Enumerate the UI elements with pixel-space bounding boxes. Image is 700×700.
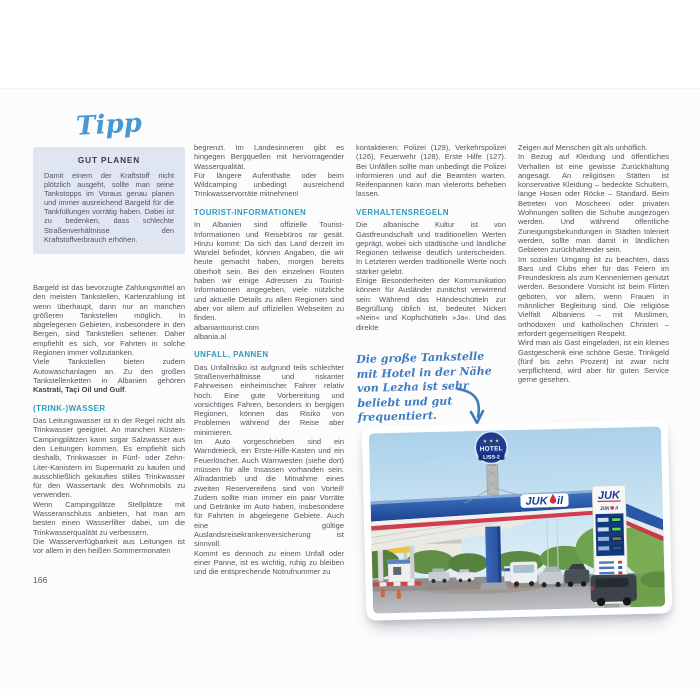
paragraph — [33, 357, 185, 394]
totem-brand: JUK — [597, 489, 621, 503]
paragraph: Das Unfallrisiko ist aufgrund teils schlechter Straßenverhältnisse und riskanter Fahrweisen einheimischer Fahrer relativ hoch. Eine gute Vorbereitung und vorsichtiges Fahren, besonders in bergigen Regionen, können das Risiko von Problemen während der Reise aber minimieren. — [194, 362, 344, 437]
paragraph: In Bezug auf Kleidung und öffentliches Verhalten ist eine gewisse Zurückhaltung angesagt. An religiösen Stätten ist konservative Kleidung – bedeckte Schultern, lange Hosen oder Röcke – Standard. Beim Betreten von Moscheen oder privaten Wohnungen sollten die Schuhe ausgezogen werden. Und während öffentliche Zuneigungsbekundungen in Städten toleriert werden, sollte man damit in ländlichen Gebieten zurückhaltender sein. — [518, 152, 669, 255]
paragraph: Kommt es dennoch zu einem Unfall oder einer Panne, ist es wichtig, ruhig zu bleiben und die entsprechende Notrufnummer zu — [194, 548, 344, 577]
paragraph: begrenzt. Im Landesinneren gibt es hingegen Bergquellen mit hervorragender Wasserqualität. — [194, 143, 344, 171]
text-column-2 — [194, 143, 344, 576]
totem-sub-brand-right: il — [615, 505, 619, 512]
page-number: 166 — [33, 575, 48, 585]
paragraph: Die albanische Kultur ist von Gastfreundschaft und traditionellen Werten geprägt, wobei sich städtische und ländliche Regionen teilweise deutlich unterscheiden. In Letzteren werden traditionelle Werte noch stärker gelebt. — [356, 220, 506, 276]
gas-station-scene — [369, 426, 665, 613]
section-heading-verhaltensregeln: VERHALTENSREGELN — [356, 207, 449, 217]
paragraph: Im sozialen Umgang ist zu beachten, dass Bars und Clubs eher für das Feiern im Freundeskreis als zum Kennenlernen genutzt werden. Besondere Vorsicht ist beim Flirten geboten, vor allem, wenn Frauen in männlicher Begleitung sind. Die religiöse Vielfalt Albaniens – mit Muslimen, orthodoxen und katholischen Christen – erfordert gegenseitigen Respekt. — [518, 254, 669, 338]
photo-image — [369, 426, 665, 613]
gas-station-photo — [362, 419, 673, 620]
text-run: . — [124, 385, 127, 395]
totem-sub-brand-left: JUK — [599, 505, 610, 512]
text-column-3 — [356, 143, 506, 332]
hotel-name: HOTEL — [479, 445, 503, 453]
website-line: albania.al — [194, 331, 227, 341]
canopy-brand-logo — [520, 493, 568, 508]
section-heading-tourist-informationen: TOURIST-INFORMATIONEN — [194, 207, 307, 217]
tip-box — [33, 147, 185, 254]
paragraph: kontaktieren: Polizei (129), Verkehrspolizei (126), Feuerwehr (128), Erste Hilfe (127). Bei Unfällen sollte man unbedingt die Polizei informieren und auf die Beamten warten. Reifenpannen kann man vielerorts beheben lassen. — [356, 143, 506, 199]
tip-box-body: Damit einem der Kraftstoff nicht plötzlich ausgeht, sollte man seine Tankstopps im Voraus genau planen und immer ausreichend Bargeld für die Tankfüllungen vorrätig haben. Dabei ist zu bedenken, dass schlechte Straßenverhältnisse den Kraftstoffverbrauch erhöhen. — [44, 171, 174, 244]
tip-box-title: GUT PLANEN — [77, 156, 141, 165]
paragraph: Die Wasserverfügbarkeit aus Leitungen ist vor allem in den heißen Sommermonaten — [33, 536, 185, 556]
tip-script-title: Tipp — [75, 108, 143, 142]
paragraph: Im Auto vorgeschrieben sind ein Warndreieck, ein Erste-Hilfe-Kasten und ein Feuerlöscher. Auch Warnwesten (siehe dort) müssen für alle Insassen vorhanden sein. Allradantrieb und die Mitnahme eines zweiten Reservereifens sind von Vorteil! Zudem sollte man immer ein paar Vorräte und Getränke im Auto haben, insbesondere für Fahrten in abgelegene Gebiete. Auch eine gültige Auslandsreisekrankenversicherung ist sinnvoll. — [194, 437, 344, 549]
website-line: albaniantourist.com — [194, 322, 260, 332]
paragraph: Für längere Aufenthalte oder beim Wildcamping unbedingt ausreichend Trinkwasservorräte mitnehmen! — [194, 170, 344, 199]
paragraph: Das Leitungswasser ist in der Regel nicht als Trinkwasser geeignet. An manchen Küsten-Campingplätzen kann sogar Salzwasser aus den Leitungen kommen. Es empfiehlt sich deshalb, Trinkwasser in Fünf- oder Zehn-Liter-Kanistern im Supermarkt zu kaufen und ausschließlich gekauftes stilles Trinkwasser für den Wassertank des Wohnmobils zu verwenden. — [33, 416, 185, 500]
text-column-1 — [33, 283, 185, 556]
brand-names-bold: Kastrati, Taçi Oil und Gulf — [33, 385, 125, 395]
paragraph: Wird man als Gast eingeladen, ist ein kleines Gastgeschenk eine schöne Geste. Trinkgeld (fünf bis zehn Prozent) ist zwar nicht verpflichtend, wird aber für guten Service gerne gesehen. — [518, 338, 669, 385]
paragraph: Wenn Campingplätze Stellplätze mit Wasseranschluss anbieten, hat man am besten einen Wasserfilter dabei, um die Trinkwasserqualität zu verbessern. — [33, 499, 185, 537]
paragraph: Einige Besonderheiten der Kommunikation können für Ausländer zunächst verwirrend sein: Während das Händeschütteln zur Begrüßung üblich ist, bedeutet Nicken »Nein« und Kopfschütteln »Ja«. Und das direkte — [356, 276, 506, 332]
text-run: Viele Tankstellen bieten zudem Autowaschanlagen an. Zu den großen Tankstellenketten in Albanien gehören — [33, 357, 185, 385]
handwritten-annotation: Die große Tankstelle mit Hotel in der Nähe von Lezha ist sehr beliebt und gut frequentiert. — [356, 349, 492, 424]
text-column-4 — [518, 143, 669, 385]
paragraph: In Albanien sind offizielle Tourist-Informationen und Reisebüros rar gesät. Hinzu kommt: Da sich das Land derzeit im Wandel befindet, können Angaben, die wir heute gemacht haben, morgen bereits überholt sein. Bei den einzelnen Routen haben wir einige Adressen zu Tourist-Informationen angegeben, viele nützliche und aktuelle Details zu allen Regionen sind aber vor allem auf offiziellen Webseiten zu finden. — [194, 220, 344, 323]
hotel-number: LISS-2 — [483, 454, 500, 461]
paragraph: Zeigen auf Menschen gilt als unhöflich. — [518, 143, 648, 152]
brand-text-juk: JUK — [525, 495, 548, 508]
hotel-stars: ★ ★ ★ — [482, 438, 500, 445]
section-heading-trinkwasser: (TRINK-)WASSER — [33, 403, 106, 413]
section-heading-unfall-pannen: UNFALL, PANNEN — [194, 350, 269, 360]
brand-text-il: il — [556, 494, 564, 508]
paragraph: Bargeld ist das bevorzugte Zahlungsmittel an den meisten Tankstellen, Kartenzahlung ist wenn überhaupt, dann nur an manchen größeren Tankstellen möglich. In abgelegenen Gebieten, insbesondere in den Bergen, sind Tankstellen seltener. Daher empfiehlt es sich, vor Fahrten in solche Regionen immer vollzutanken. — [33, 283, 185, 358]
